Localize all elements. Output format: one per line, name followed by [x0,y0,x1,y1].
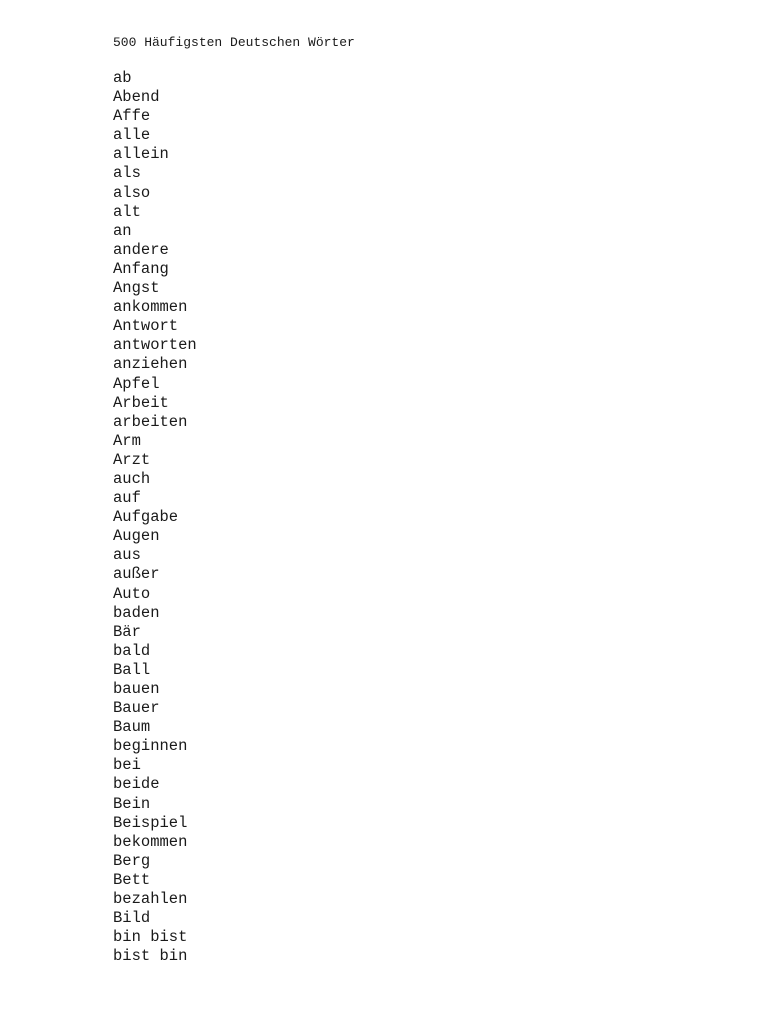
word-list-item: arbeiten [113,412,188,431]
word-list-item: Affe [113,107,151,126]
word-list-item: bekommen [113,832,188,851]
word-list-item: Baum [113,718,151,737]
word-list-item: also [113,183,151,202]
word-list-item: Arm [113,431,141,450]
word-list-item: Aufgabe [113,508,179,527]
word-list-item: Beispiel [113,813,188,832]
word-list-item: Ball [113,660,151,679]
word-list-item: beide [113,775,160,794]
word-list-item: Angst [113,279,160,298]
word-list-item: ankommen [113,298,188,317]
word-list-item: andere [113,240,169,259]
word-list-item: antworten [113,336,197,355]
word-list-item: Apfel [113,374,160,393]
word-list-item: Bauer [113,699,160,718]
word-list-item: auch [113,469,151,488]
word-list-item: Auto [113,584,151,603]
word-list-item: bauen [113,680,160,698]
word-list-item: Anfang [113,259,169,278]
word-list-item: Bett [113,870,151,889]
word-list-item: Antwort [113,317,179,336]
word-list [113,69,197,966]
word-list-item: alt [113,202,141,221]
word-list-item: bei [113,756,141,775]
word-list-item: an [113,221,132,240]
word-list-item: Augen [113,527,160,546]
word-list-item: Berg [113,851,151,870]
word-list-item: außer [113,565,160,584]
word-list-item: allein [113,145,169,164]
word-list-item: bin bist [113,928,188,947]
word-list-item: alle [113,126,151,145]
word-list-item: Bild [113,909,151,928]
word-list-item: Arzt [113,450,151,469]
word-list-item: Bein [113,794,151,813]
word-list-item: anziehen [113,355,188,374]
word-list-item: bezahlen [113,890,188,909]
word-list-item: als [113,164,141,183]
word-list-item: Arbeit [113,393,169,412]
word-list-item: ab [113,69,132,87]
word-list-item: beginnen [113,737,188,756]
word-list-item: aus [113,546,141,565]
word-list-item: bist bin [113,947,188,966]
word-list-item: Abend [113,88,160,107]
word-list-item: auf [113,489,141,508]
word-list-item: bald [113,641,151,660]
document-title: 500 Häufigsten Deutschen Wörter [113,35,355,50]
word-list-item: baden [113,603,160,622]
word-list-item: Bär [113,622,141,641]
